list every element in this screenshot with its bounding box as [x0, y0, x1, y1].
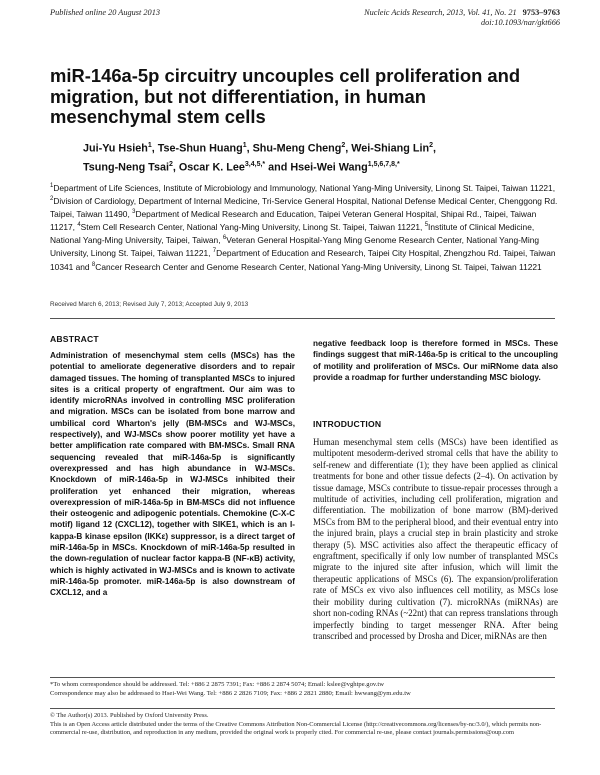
affil-sup: 6: [222, 235, 227, 242]
affiliation: Department of Life Sciences, Institute of Microbiology and Immunology, National Yang-Ming University, Linong St. Taipei, Taiwan 11221,: [53, 182, 556, 193]
divider: [50, 677, 555, 678]
author-affil-sup: 1,5,6,7,8,*: [367, 160, 400, 168]
author-name[interactable]: Jui-Yu Hsieh: [83, 142, 148, 155]
author-affil-sup: 1: [242, 142, 247, 149]
author-name[interactable]: Oscar K. Lee: [178, 161, 245, 174]
author-affil-sup: 2: [168, 160, 173, 168]
affiliation: Department of Education and Research, Taipei City Hospital, Zhengzhou Rd. Taipei, Taiwan 10341 and: [50, 248, 556, 272]
abstract-continued: negative feedback loop is therefore formed in MSCs. These findings suggest that miR-146a-5p is critical to the uncoupling of motility and proliferation of MSCs. Our miRNome data also provide a roadmap for further understanding MSC biology.: [313, 339, 558, 382]
affil-sup: 2: [50, 196, 54, 203]
license-notice: [50, 712, 560, 738]
author-name[interactable]: Tse-Shun Huang: [157, 142, 243, 155]
author-name[interactable]: Shu-Meng Cheng: [252, 142, 342, 155]
affiliation: Institute of Clinical Medicine, National Yang-Ming University, Taipei, Taiwan,: [50, 222, 535, 246]
footnote-line: *To whom correspondence should be addressed. Tel: +886 2 2875 7391; Fax: +886 2 2874 5074; Email: kslee@vghtpe.gov.tw: [50, 681, 384, 688]
author-affil-sup: 3,4,5,*: [244, 160, 266, 168]
affiliation: Division of Cardiology, Department of Internal Medicine, Tri-Service General Hospital, National Defense Medical Center, Chenggong Rd. Taipei, Taiwan 11490,: [50, 195, 558, 219]
received-dates: Received March 6, 2013; Revised July 7, 2013; Accepted July 9, 2013: [50, 301, 249, 308]
journal-header: [364, 8, 560, 28]
abstract-body: Administration of mesenchymal stem cells (MSCs) has the potential to ameliorate degenerative disorders and to repair damaged tissues. The homing of transplanted MSCs to injured sites is a critical property of engraftment. Our aim was to identify microRNAs involved in controlling MSC proliferation and migration. MSCs can be isolated from bone marrow and umbilical cord Wharton's jelly (BM-MSCs and WJ-MSCs, respectively), and WJ-MSCs show poorer motility yet have a better amplification rate compared with BM-MSCs. Small RNA sequencing revealed that miR-146a-5p is significantly overexpressed and has high abundance in WJ-MSCs. Knockdown of miR-146a-5p in WJ-MSCs inhibited their proliferation yet enhanced their migration, whereas overexpression of miR-146a-5p in BM-MSCs did not influence their osteogenic and adipogenic potentials. Chemokine (C-X-C motif) ligand 12 (CXCL12), together with SIKE1, which is an I-kappa-B kinase epsilon (IKKε) suppressor, is a direct target of miR-146a-5p in MSCs. Knockdown of miR-146a-5p resulted in the down-regulation of nuclear factor kappa-B (NF-κB) activity, which is highly activated in WJ-MSCs and is known to activate miR-146a-5p promoter. miR-146a-5p is also downstream of CXCL12, and a: [50, 351, 295, 598]
affil-sup: 1: [50, 183, 54, 189]
affiliations: [50, 181, 560, 273]
author-affil-sup: 2: [429, 142, 433, 149]
author-affil-sup: 1: [147, 142, 152, 149]
affil-sup: 3: [132, 209, 136, 216]
abstract-heading: ABSTRACT: [50, 334, 99, 344]
affiliation: Stem Cell Research Center, National Yang-Ming University, Linong St. Taipei, Taiwan 11221,: [80, 222, 425, 233]
affil-sup: 4: [77, 222, 81, 229]
affiliation: Veteran General Hospital-Yang Ming Genome Research Center, National Yang-Ming University, Linong St. Taipei, Taiwan 11221,: [50, 235, 540, 259]
introduction-heading: INTRODUCTION: [313, 419, 382, 429]
affiliation: Cancer Research Center and Genome Research Center, National Yang-Ming University, Linong St. Taipei, Taiwan 11221: [95, 261, 542, 272]
author-name[interactable]: Wei-Shiang Lin: [351, 142, 430, 155]
author-name[interactable]: Tsung-Neng Tsai: [83, 161, 169, 174]
journal-citation: Nucleic Acids Research, 2013, Vol. 41, No. 21: [364, 8, 517, 17]
author-affil-sup: 2: [341, 142, 346, 149]
divider: [50, 708, 555, 709]
license-text: This is an Open Access article distributed under the terms of the Creative Commons Attribution Non-Commercial License (http://creativecommons.org/licenses/by-nc/3.0/), which permits non-commercial re-use, distribution, and reproduction in any medium, provided the original work is properly cited. For commercial re-use, please contact journals.permissions@oup.com: [50, 720, 542, 737]
affil-sup: 5: [424, 222, 429, 229]
divider: [50, 318, 555, 319]
published-date: Published online 20 August 2013: [50, 8, 161, 17]
paper-title: miR-146a-5p circuitry uncouples cell proliferation and migration, but not differentiation, in human mesenchymal stem cells: [50, 65, 521, 127]
affil-sup: 8: [91, 261, 96, 268]
affiliation: Department of Medical Research and Education, Taipei Veteran General Hospital, Shipai Rd., Taipei, Taiwan 11217,: [50, 208, 537, 233]
correspondence-footnotes: [50, 681, 560, 698]
page-range: 9753–9763: [522, 8, 560, 17]
introduction-body: Human mesenchymal stem cells (MSCs) have been identified as multipotent mesoderm-derived stromal cells that have the ability to self-renew and differentiate (1); they have been applied as clinical treatments for bone and other tissue defects (2–4). On activation by tissue damage, MSCs contribute to tissue-repair processes through a multitude of activities, including cell proliferation, migration and differentiation. The mobilization of bone marrow (BM)-derived MSCs from BM to the peripheral blood, and their eventual entry into the injured brain, plays a crucial step in brain plasticity and stroke therapy (5). MSC activities also affect the therapeutic efficacy of engraftment, specifically if only low number of transplanted MSCs migrate to the injured site after infusion, which will limit the therapeutic applications of MSCs (6). The expansion/proliferation rate of MSCs ex vivo also influences cell motility, as MSCs lose their mobility during cultivation (7). microRNAs (miRNAs) are short non-coding RNAs (~22nt) that can repress translations through imperfectly binding to target messenger RNA. After being transcribed and processed by Drosha and Dicer, miRNAs are then: [313, 437, 559, 641]
author-list: Jui-Yu Hsieh$^1$, Tse-Shun Huang$^1$, Shu-Meng Cheng$^2$, Wei-Shiang Lin$^2$, Tsung-Neng Tsai$^2$, Oscar K. Lee$^{3,4,5,*}$ and Hsei-Wei Wang$^{1,5,6,7,8,*}$: [83, 142, 436, 174]
author-name[interactable]: Hsei-Wei Wang: [290, 161, 368, 174]
author-conjunction: and: [268, 161, 288, 174]
footnote-line: Correspondence may also be addressed to Hsei-Wei Wang. Tel: +886 2 2826 7109; Fax: +886 2 2821 2880; Email: hwwang@ym.edu.tw: [50, 689, 411, 697]
affil-sup: 7: [212, 248, 217, 255]
doi-link[interactable]: doi:10.1093/nar/gkt666: [480, 18, 560, 27]
copyright-line: © The Author(s) 2013. Published by Oxford University Press.: [50, 712, 209, 719]
